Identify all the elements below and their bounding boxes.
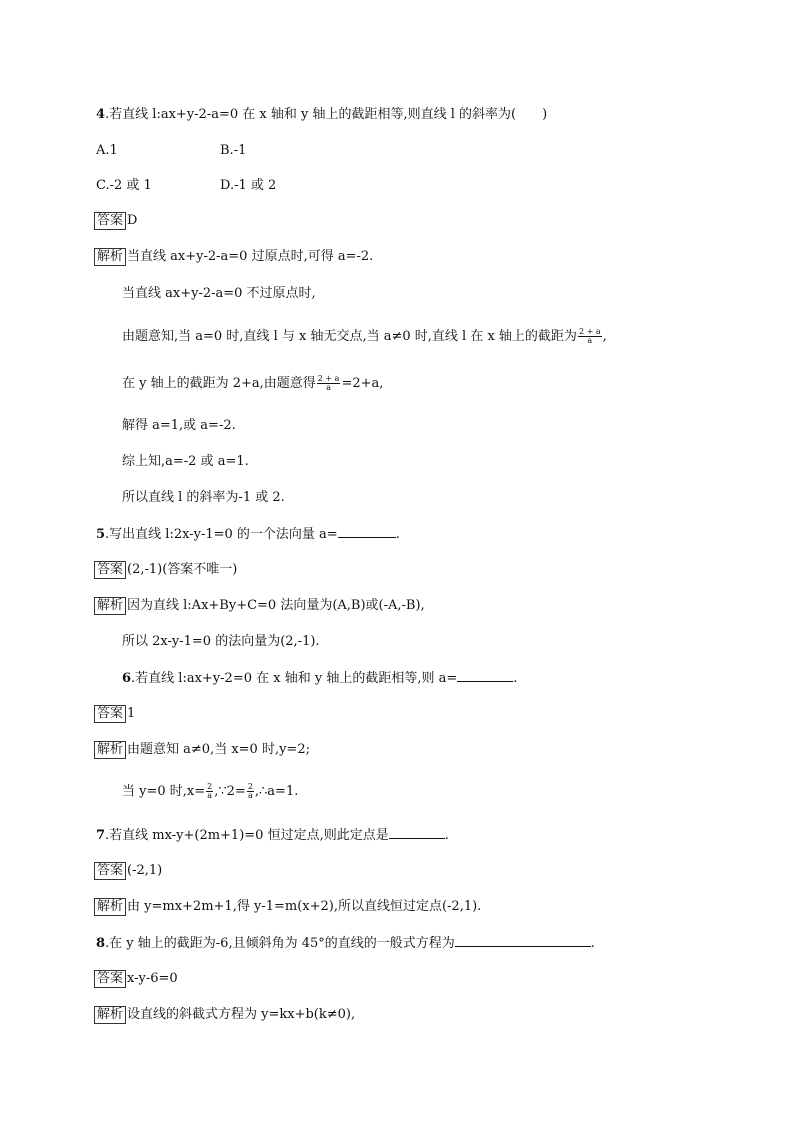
q4-stem: 4.若直线 l:ax+y-2-a=0 在 x 轴和 y 轴上的截距相等,则直线 l 的斜率为( ) [96,107,548,122]
analysis-tag: 解析 [94,1006,126,1024]
fraction: $\frac{2 + a}{a}$ [317,374,340,392]
answer-blank [389,826,445,839]
answer-tag: 答案 [94,970,126,988]
q6-analysis: 解析 由题意知 a≠0,当 x=0 时,y=2; [94,741,310,759]
q4-option-c: C.-2 或 1 [96,178,152,193]
q4-analysis-line: 所以直线 l 的斜率为-1 或 2. [122,490,285,505]
analysis-tag: 解析 [94,898,126,916]
answer-blank [455,934,591,947]
q4-answer [94,212,137,230]
answer-tag: 答案 [94,705,126,723]
q8-answer [94,970,178,988]
q4-analysis-line: 综上知,a=-2 或 a=1. [122,454,249,469]
q4-option-b: B.-1 [220,143,247,158]
q6-answer [94,705,135,723]
analysis-tag: 解析 [94,741,126,759]
q8-analysis: 解析 设直线的斜截式方程为 y=kx+b(k≠0), [94,1006,355,1024]
q4-analysis: 解析 当直线 ax+y-2-a=0 过原点时,可得 a=-2. [94,248,373,266]
q4-analysis-line: 由题意知,当 a=0 时,直线 l 与 x 轴无交点,当 a≠0 时,直线 l 在 x 轴上的截距为 $\frac{2 + a}{a}$ , [122,327,607,345]
analysis-tag: 解析 [94,248,126,266]
answer-tag: 答案 [94,561,126,579]
q4-option-d: D.-1 或 2 [220,178,277,193]
fraction: $\frac{2}{a}$ [207,782,213,800]
analysis-tag: 解析 [94,597,126,615]
fraction: $\frac{2}{a}$ [247,782,253,800]
q5-answer-value: (2,-1)(答案不唯一) [127,562,238,577]
q4-option-a: A.1 [96,143,118,158]
answer-blank [457,669,513,682]
q6-stem: 6.若直线 l:ax+y-2=0 在 x 轴和 y 轴上的截距相等,则 a= . [122,671,518,686]
q7-number: 7 [96,828,106,843]
q4-analysis-line: 解得 a=1,或 a=-2. [122,418,236,433]
q7-answer [94,862,162,880]
q5-analysis: 解析 因为直线 l:Ax+By+C=0 法向量为(A,B)或(-A,-B), [94,597,425,615]
q8-stem: 8.在 y 轴上的截距为-6,且倾斜角为 45°的直线的一般式方程为 . [96,936,595,951]
q4-answer-value: D [127,213,138,228]
fraction: $\frac{2 + a}{a}$ [578,327,601,345]
q4-analysis-line: 在 y 轴上的截距为 2+a,由题意得 $\frac{2 + a}{a}$ =2+a, [122,374,384,392]
q4-number: 4 [96,107,106,122]
answer-tag: 答案 [94,862,126,880]
q6-answer-value: 1 [127,706,136,721]
q7-stem: 7.若直线 mx-y+(2m+1)=0 恒过定点,则此定点是 . [96,828,449,843]
q6-number: 6 [122,671,132,686]
q4-analysis-line: 当直线 ax+y-2-a=0 不过原点时, [122,286,316,301]
answer-blank [338,525,396,538]
q7-answer-value: (-2,1) [127,863,163,878]
q5-stem: 5.写出直线 l:2x-y-1=0 的一个法向量 a= . [96,527,400,542]
q8-number: 8 [96,936,106,951]
q5-number: 5 [96,527,106,542]
answer-tag: 答案 [94,212,126,230]
q8-answer-value: x-y-6=0 [127,971,178,986]
q5-analysis-line: 所以 2x-y-1=0 的法向量为(2,-1). [122,634,320,649]
q5-answer [94,561,237,579]
q6-analysis-line: 当 y=0 时,x= $\frac{2}{a}$ ,∵2= $\frac{2}{a}$ ,∴a=1. [122,782,299,800]
q7-analysis: 解析 由 y=mx+2m+1,得 y-1=m(x+2),所以直线恒过定点(-2,1). [94,898,481,916]
